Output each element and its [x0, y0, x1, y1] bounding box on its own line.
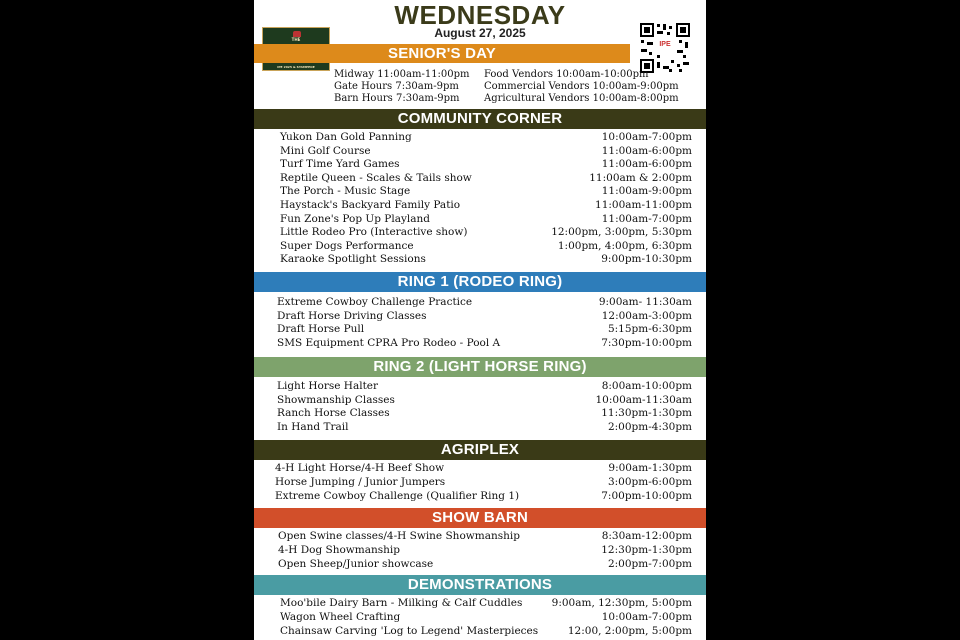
event-time: 7:30pm-10:00pm — [601, 336, 692, 349]
section-header: RING 2 (LIGHT HORSE RING) — [254, 357, 706, 377]
event-time: 7:00pm-10:00pm — [601, 490, 692, 502]
event-name: Reptile Queen - Scales & Tails show — [280, 171, 472, 184]
schedule-row — [254, 226, 706, 240]
page-date: August 27, 2025 — [434, 26, 526, 40]
section-header: SHOW BARN — [254, 508, 706, 528]
event-time: 12:00am-3:00pm — [601, 309, 692, 322]
schedule-row — [254, 394, 706, 408]
event-name: Chainsaw Carving 'Log to Legend' Masterpieces — [280, 624, 539, 637]
event-time: 11:00am-7:00pm — [601, 212, 692, 225]
event-time: 9:00pm-10:30pm — [601, 253, 692, 266]
schedule-row — [254, 131, 706, 145]
schedule-row — [254, 296, 706, 310]
event-time: 12:00, 2:00pm, 5:00pm — [567, 624, 692, 637]
event-name: Moo'bile Dairy Barn - Milking & Calf Cuddles — [280, 597, 523, 609]
event-time: 9:00am-1:30pm — [608, 462, 692, 474]
event-name: 4-H Dog Showmanship — [278, 544, 400, 556]
section-header: AGRIPLEX — [254, 440, 706, 460]
schedule-row — [254, 558, 706, 572]
schedule-row — [254, 611, 706, 625]
section-header: DEMONSTRATIONS — [254, 575, 706, 595]
event-time: 10:00am-7:00pm — [601, 131, 692, 143]
event-time: 11:00am-11:00pm — [595, 199, 692, 211]
event-time: 11:30pm-1:30pm — [601, 407, 692, 420]
event-name: Karaoke Spotlight Sessions — [280, 253, 426, 266]
section-header: COMMUNITY CORNER — [254, 109, 706, 129]
hours-commercial-vendors: Commercial Vendors 10:00am-9:00pm — [484, 81, 679, 92]
event-name: 4-H Light Horse/4-H Beef Show — [275, 462, 445, 474]
event-time: 3:00pm-6:00pm — [607, 476, 692, 488]
schedule-row — [254, 145, 706, 159]
event-name: Wagon Wheel Crafting — [280, 610, 401, 623]
event-name: Light Horse Halter — [277, 380, 379, 392]
event-time: 12:00pm, 3:00pm, 5:30pm — [551, 226, 692, 239]
schedule-row — [254, 421, 706, 435]
hours-agricultural-vendors: Agricultural Vendors 10:00am-8:00pm — [484, 93, 679, 104]
hours-right — [484, 69, 679, 105]
qr-badge: IPE — [655, 39, 675, 51]
schedule-row — [254, 407, 706, 421]
event-time: 10:00am-7:00pm — [601, 610, 692, 623]
event-name: Extreme Cowboy Challenge Practice — [277, 296, 473, 308]
event-time: 5:15pm-6:30pm — [607, 323, 692, 336]
hours-gate: Gate Hours 7:30am-9pm — [334, 81, 459, 92]
event-name: Draft Horse Pull — [277, 323, 365, 336]
schedule-row — [254, 597, 706, 611]
event-time: 2:00pm-7:00pm — [607, 558, 692, 570]
event-time: 10:00am-11:30am — [595, 393, 692, 406]
event-name: Showmanship Classes — [277, 393, 395, 406]
event-time: 11:00am & 2:00pm — [589, 171, 692, 184]
hours-left — [334, 69, 470, 105]
event-name: SMS Equipment CPRA Pro Rodeo - Pool A — [277, 336, 501, 349]
event-time: 1:00pm, 4:00pm, 6:30pm — [557, 239, 692, 252]
logo-line-4: IPE 2025 & STAMPEDE — [277, 65, 315, 70]
event-time: 11:00am-9:00pm — [601, 185, 692, 198]
schedule-row — [254, 476, 706, 490]
event-time: 2:00pm-4:30pm — [607, 420, 692, 433]
schedule-page — [254, 0, 706, 640]
event-name: Super Dogs Performance — [280, 239, 414, 252]
schedule-row — [254, 323, 706, 337]
event-name: Mini Golf Course — [280, 144, 371, 157]
event-name: The Porch - Music Stage — [280, 185, 411, 198]
event-time: 9:00am- 11:30am — [598, 296, 692, 308]
event-name: Ranch Horse Classes — [277, 407, 390, 420]
schedule-row — [254, 253, 706, 267]
hours-food-vendors: Food Vendors 10:00am-10:00pm — [484, 69, 649, 80]
barn-icon — [293, 31, 301, 37]
section-header: RING 1 (RODEO RING) — [254, 272, 706, 292]
schedule-row — [254, 544, 706, 558]
schedule-row — [254, 199, 706, 213]
event-name: Little Rodeo Pro (Interactive show) — [280, 226, 468, 239]
event-name: Turf Time Yard Games — [280, 158, 400, 171]
schedule-row — [254, 490, 706, 504]
event-name: Extreme Cowboy Challenge (Qualifier Ring 1) — [275, 490, 520, 502]
schedule-row — [254, 213, 706, 227]
schedule-row — [254, 380, 706, 394]
event-name: Yukon Dan Gold Panning — [280, 131, 412, 143]
schedule-row — [254, 240, 706, 254]
hours-midway: Midway 11:00am-11:00pm — [334, 69, 470, 80]
schedule-row — [254, 185, 706, 199]
page-title: WEDNESDAY — [394, 0, 566, 30]
schedule-row — [254, 337, 706, 351]
event-time: 9:00am, 12:30pm, 5:00pm — [551, 597, 692, 609]
schedule-row — [254, 462, 706, 476]
event-name: Haystack's Backyard Family Patio — [280, 199, 461, 211]
schedule-row — [254, 158, 706, 172]
event-name: Open Sheep/Junior showcase — [278, 558, 434, 570]
event-time: 11:00am-6:00pm — [601, 144, 692, 157]
event-name: Fun Zone's Pop Up Playland — [280, 212, 430, 225]
seniors-day-banner: SENIOR'S DAY — [254, 44, 630, 63]
event-time: 8:00am-10:00pm — [601, 380, 692, 392]
event-name: Horse Jumping / Junior Jumpers — [275, 476, 446, 488]
hours-barn: Barn Hours 7:30am-9pm — [334, 93, 460, 104]
event-name: Open Swine classes/4-H Swine Showmanship — [278, 530, 520, 542]
schedule-row — [254, 172, 706, 186]
schedule-row — [254, 625, 706, 639]
event-name: In Hand Trail — [277, 420, 349, 433]
event-time: 11:00am-6:00pm — [601, 158, 692, 171]
event-time: 12:30pm-1:30pm — [601, 544, 692, 556]
logo-line-1: THE — [291, 37, 301, 42]
schedule-row — [254, 530, 706, 544]
schedule-row — [254, 310, 706, 324]
event-time: 8:30am-12:00pm — [601, 530, 692, 542]
event-name: Draft Horse Driving Classes — [277, 309, 427, 322]
